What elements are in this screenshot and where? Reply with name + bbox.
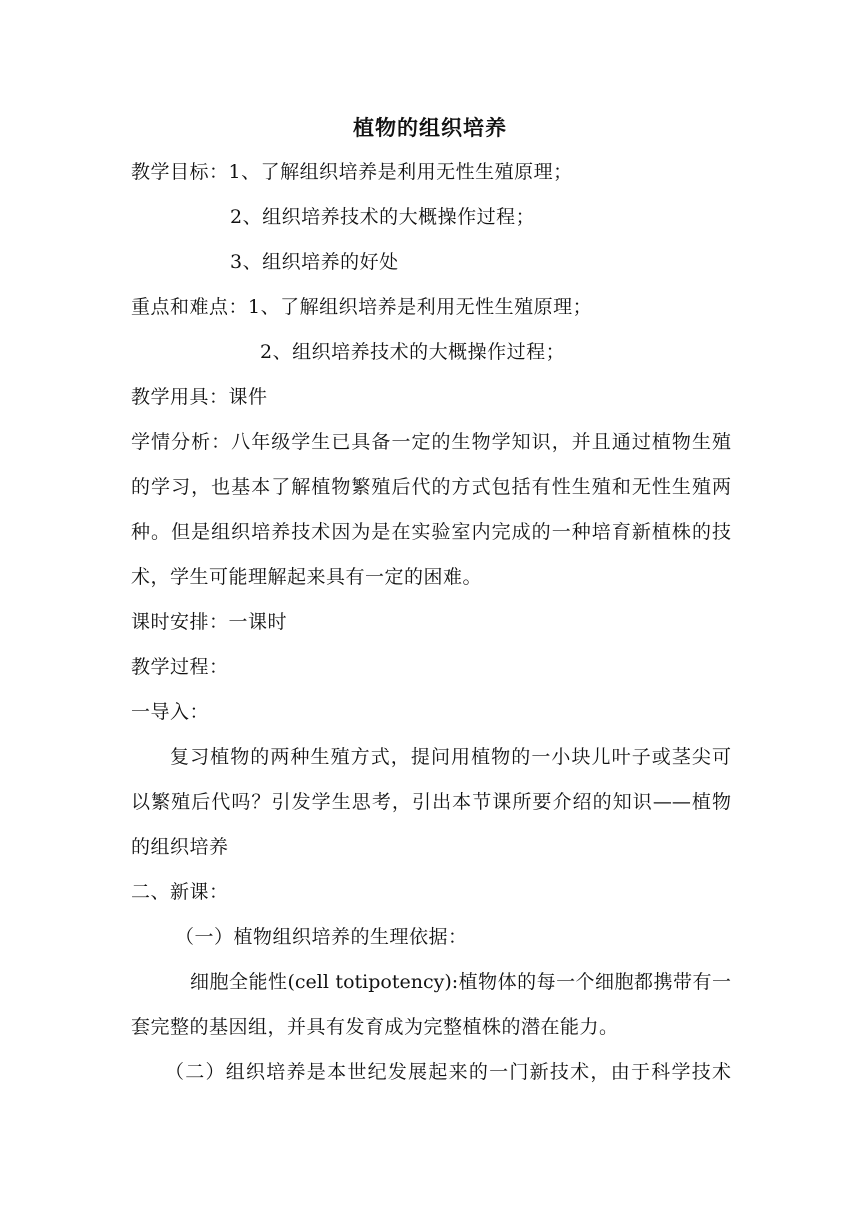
document-title: 植物的组织培养 [353,116,507,140]
section-1-line-2: 套完整的基因组，并具有发育成为完整植株的潜在能力。 [131,1016,619,1038]
intro-line-3: 的组织培养 [131,836,229,858]
objective-item-3: 3、组织培养的好处 [230,251,399,273]
intro-heading: 一导入： [131,701,210,723]
objectives-line: 教学目标：1、了解组织培养是利用无性生殖原理； [131,161,573,183]
teaching-tools: 教学用具：课件 [131,386,268,408]
analysis-line-1: 学情分析：八年级学生已具备一定的生物学知识，并且通过植物生殖 [131,431,731,453]
intro-line-1: 复习植物的两种生殖方式，提问用植物的一小块儿叶子或茎尖可 [170,746,731,768]
section-1-heading: （一）植物组织培养的生理依据： [175,926,468,948]
objective-item-2: 2、组织培养技术的大概操作过程； [230,206,536,228]
analysis-line-4: 术，学生可能理解起来具有一定的困难。 [131,566,483,588]
process-heading: 教学过程： [131,656,229,678]
analysis-line-2: 的学习，也基本了解植物繁殖后代的方式包括有性生殖和无性生殖两 [131,476,731,498]
section-1-line-1: 细胞全能性(cell totipotency):植物体的每一个细胞都携带有一 [190,971,731,993]
lesson-schedule: 课时安排：一课时 [131,611,288,633]
analysis-line-3: 种。但是组织培养技术因为是在实验室内完成的一种培育新植株的技 [131,521,731,543]
section-2-line-1: （二）组织培养是本世纪发展起来的一门新技术，由于科学技术 [165,1061,731,1083]
key-points-line: 重点和难点：1、了解组织培养是利用无性生殖原理； [131,296,593,318]
new-lesson-heading: 二、新课： [131,881,229,903]
key-point-item-2: 2、组织培养技术的大概操作过程； [260,341,566,363]
intro-line-2: 以繁殖后代吗？引发学生思考，引出本节课所要介绍的知识——植物 [131,791,731,813]
